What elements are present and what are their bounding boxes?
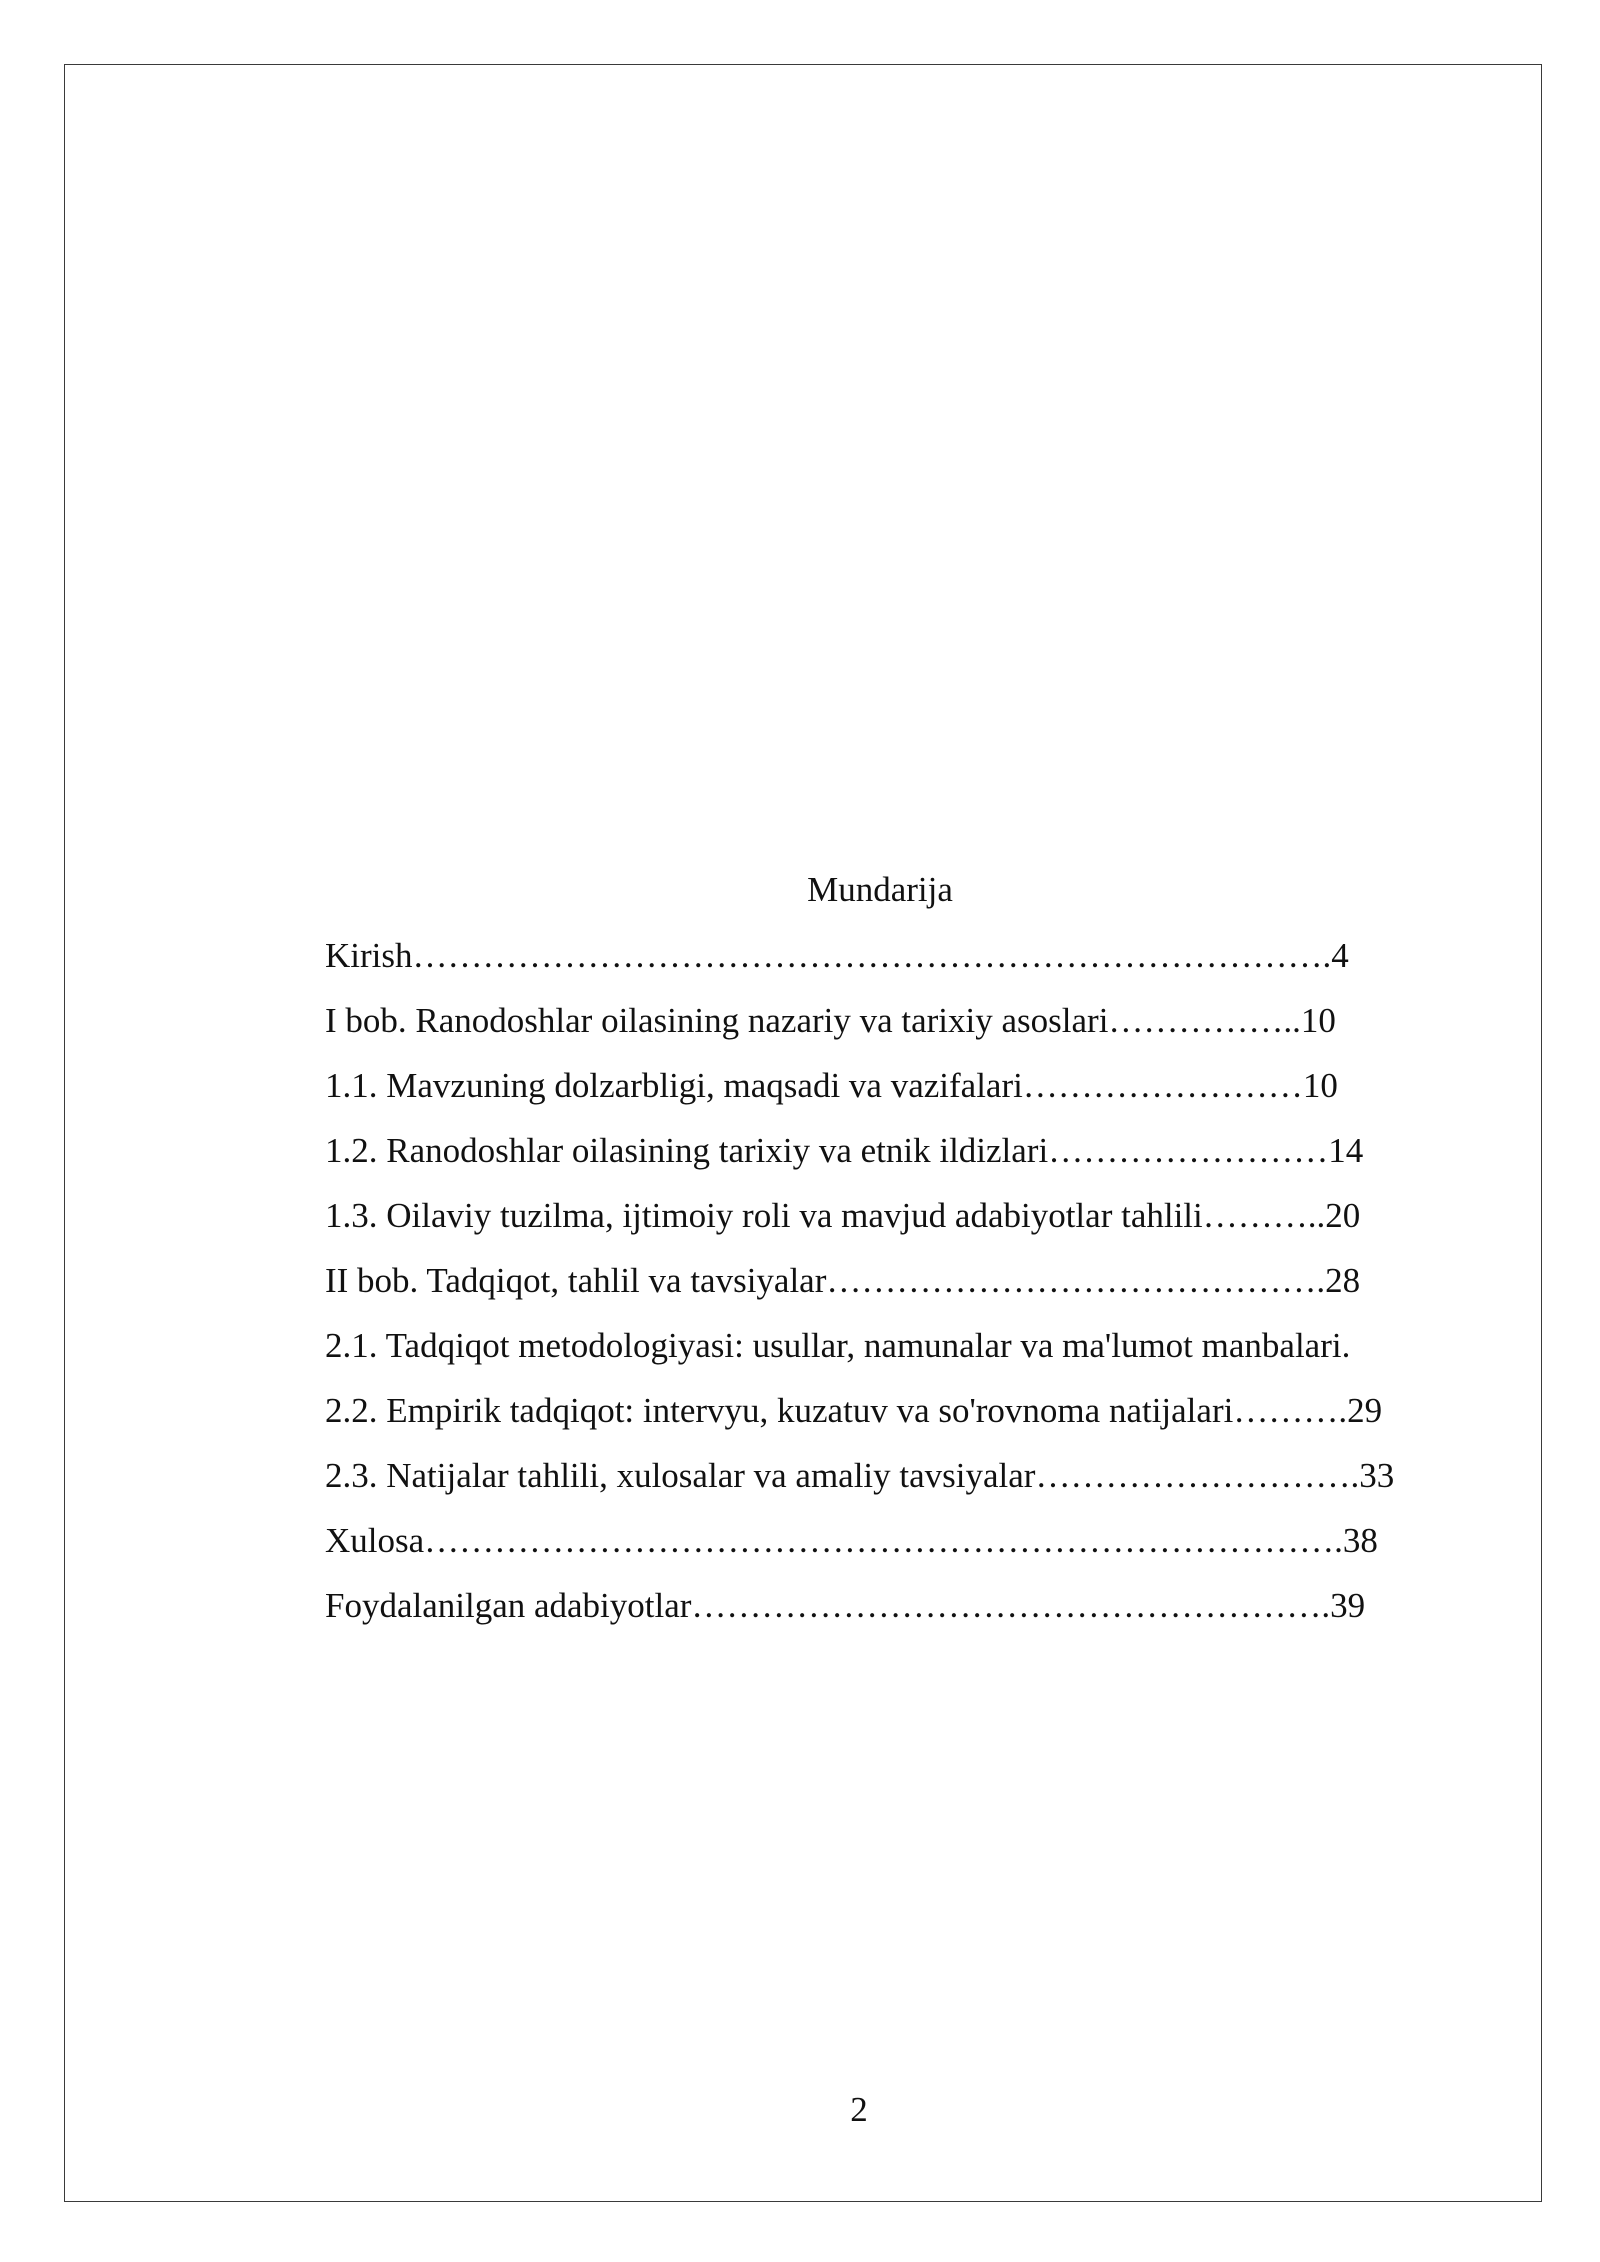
toc-entry-section-1-1: 1.1. Mavzuning dolzarbligi, maqsadi va vazifalari……………………10 [325, 1066, 1338, 1105]
toc-entry-xulosa: Xulosa…………………………………………………………………….38 [325, 1521, 1378, 1560]
toc-entry-section-1-3: 1.3. Oilaviy tuzilma, ijtimoiy roli va mavjud adabiyotlar tahlili………..20 [325, 1196, 1361, 1235]
toc-title: Mundarija [807, 870, 953, 909]
page-number: 2 [850, 2090, 868, 2129]
toc-entry-chapter-1: I bob. Ranodoshlar oilasining nazariy va tarixiy asoslari……………..10 [325, 1001, 1336, 1040]
toc-entry-section-2-1: 2.1. Tadqiqot metodologiyasi: usullar, namunalar va ma'lumot manbalari. [325, 1326, 1351, 1365]
toc-entry-kirish: Kirish…………………………………………………………………….4 [325, 936, 1349, 975]
toc-entry-section-1-2: 1.2. Ranodoshlar oilasining tarixiy va etnik ildizlari……………………14 [325, 1131, 1364, 1170]
toc-entry-section-2-2: 2.2. Empirik tadqiqot: intervyu, kuzatuv va so'rovnoma natijalari……….29 [325, 1391, 1383, 1430]
toc-entry-references: Foydalanilgan adabiyotlar……………………………………………….39 [325, 1586, 1366, 1625]
table-of-contents [325, 934, 1394, 1649]
toc-entry-section-2-3: 2.3. Natijalar tahlili, xulosalar va amaliy tavsiyalar……………………….33 [325, 1456, 1395, 1495]
toc-entry-chapter-2: II bob. Tadqiqot, tahlil va tavsiyalar…………………………………….28 [325, 1261, 1361, 1300]
